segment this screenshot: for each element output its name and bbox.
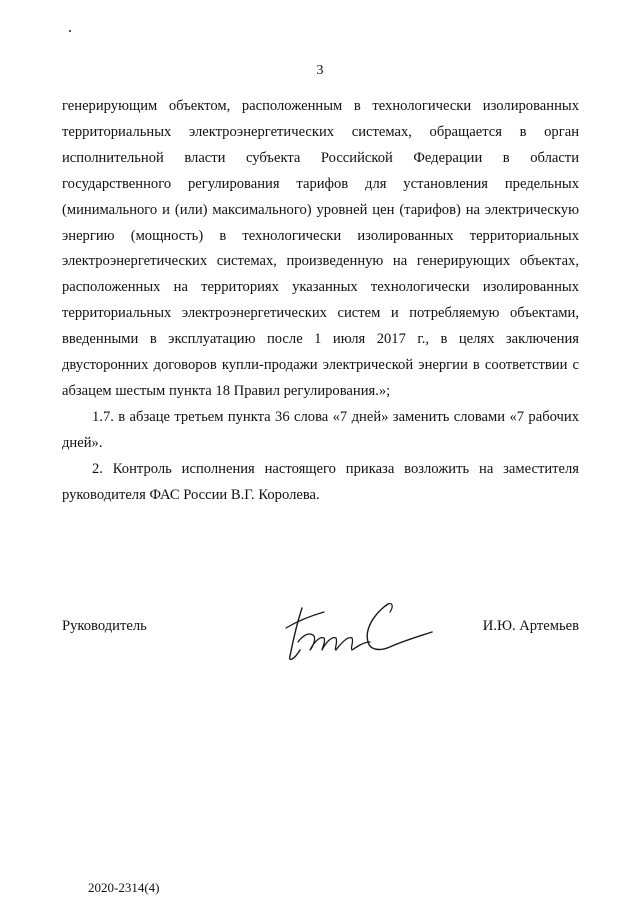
paragraph-item-2: 2. Контроль исполнения настоящего приказа возложить на заместителя руководителя ФАС России В.Г. Королева. <box>62 460 579 503</box>
signer-title: Руководитель <box>62 618 147 634</box>
document-code: 2020-2314(4) <box>88 880 160 895</box>
paragraph-continuation: генерирующим объектом, расположенным в технологически изолированных территориальных электроэнергетических системах, обращается в орган исполнительной власти субъекта Российской Федерации в области государственного регулирования тарифов для установления предельных (минимального и (или) максимального) уровней цен (тарифов) на электрическую энергию (мощность) в технологически изолированных территориальных электроэнергетических системах, произведенную на генерирующих объектах, расположенных на территориях указанных технологически изолированных территориальных электроэнергетических систем и потребляемую объектами, введенными в эксплуатацию после 1 июля 2017 г., в целях заключения двусторонних договоров купли-продажи электрической энергии в соответствии с абзацем шестым пункта 18 Правил регулирования.»; <box>62 98 579 399</box>
document-body <box>62 94 579 509</box>
handwritten-signature <box>284 598 434 668</box>
scan-speck <box>69 30 71 32</box>
page-number: 3 <box>316 63 324 78</box>
signer-name: И.Ю. Артемьев <box>482 618 579 634</box>
paragraph-item-1-7: 1.7. в абзаце третьем пункта 36 слова «7 дней» заменить словами «7 рабочих дней». <box>62 408 579 451</box>
signature-block <box>62 614 579 662</box>
